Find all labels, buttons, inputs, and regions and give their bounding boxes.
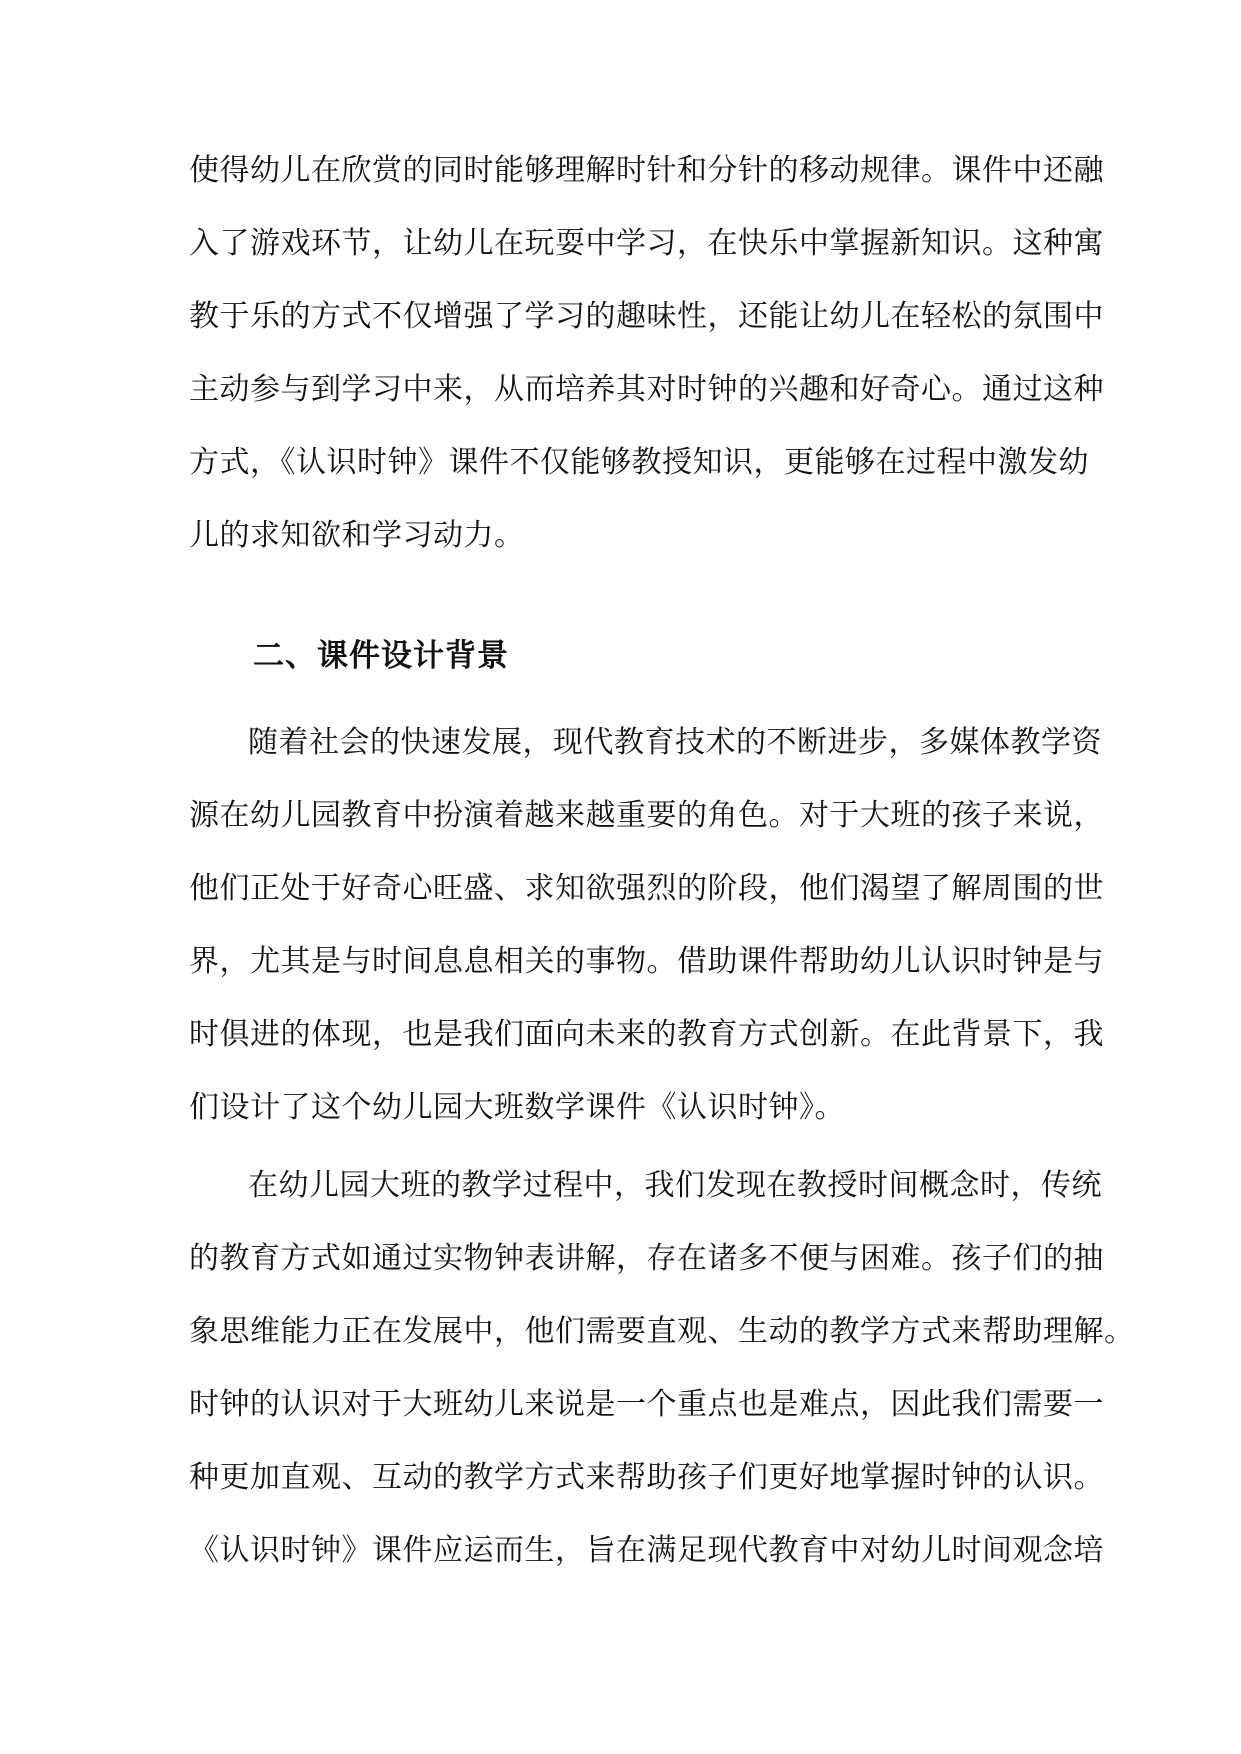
section-heading: 二、课件设计背景 [253,638,509,674]
paragraph-1-line-6: 儿的求知欲和学习动力。 [189,518,525,553]
paragraph-3-line-1: 在幼儿园大班的教学过程中，我们发现在教授时间概念时，传统 [248,1168,1102,1203]
paragraph-1-line-3: 教于乐的方式不仅增强了学习的趣味性，还能让幼儿在轻松的氛围中 [189,299,1104,334]
paragraph-3-line-4: 时钟的认识对于大班幼儿来说是一个重点也是难点，因此我们需要一 [189,1387,1104,1422]
paragraph-2-line-3: 他们正处于好奇心旺盛、求知欲强烈的阶段，他们渴望了解周围的世 [189,871,1104,906]
paragraph-3-line-3: 象思维能力正在发展中，他们需要直观、生动的教学方式来帮助理解。 [189,1314,1135,1349]
paragraph-2-line-4: 界，尤其是与时间息息相关的事物。借助课件帮助幼儿认识时钟是与 [189,944,1104,979]
paragraph-3-line-6: 《认识时钟》课件应运而生，旨在满足现代教育中对幼儿时间观念培 [189,1533,1104,1568]
paragraph-2-line-1: 随着社会的快速发展，现代教育技术的不断进步，多媒体教学资 [248,725,1102,760]
paragraph-3-line-5: 种更加直观、互动的教学方式来帮助孩子们更好地掌握时钟的认识。 [189,1460,1104,1495]
paragraph-1-line-4: 主动参与到学习中来，从而培养其对时钟的兴趣和好奇心。通过这种 [189,372,1104,407]
paragraph-2-line-5: 时俱进的体现，也是我们面向未来的教育方式创新。在此背景下，我 [189,1017,1104,1052]
paragraph-1-line-2: 入了游戏环节，让幼儿在玩耍中学习，在快乐中掌握新知识。这种寓 [189,226,1104,261]
paragraph-2-line-2: 源在幼儿园教育中扮演着越来越重要的角色。对于大班的孩子来说， [189,798,1104,833]
paragraph-3-line-2: 的教育方式如通过实物钟表讲解，存在诸多不便与困难。孩子们的抽 [189,1241,1104,1276]
paragraph-2-line-6: 们设计了这个幼儿园大班数学课件《认识时钟》。 [189,1090,845,1125]
paragraph-1-line-5: 方式，《认识时钟》课件不仅能够教授知识，更能够在过程中激发幼 [189,445,1089,480]
paragraph-1-line-1: 使得幼儿在欣赏的同时能够理解时针和分针的移动规律。课件中还融 [189,153,1104,188]
